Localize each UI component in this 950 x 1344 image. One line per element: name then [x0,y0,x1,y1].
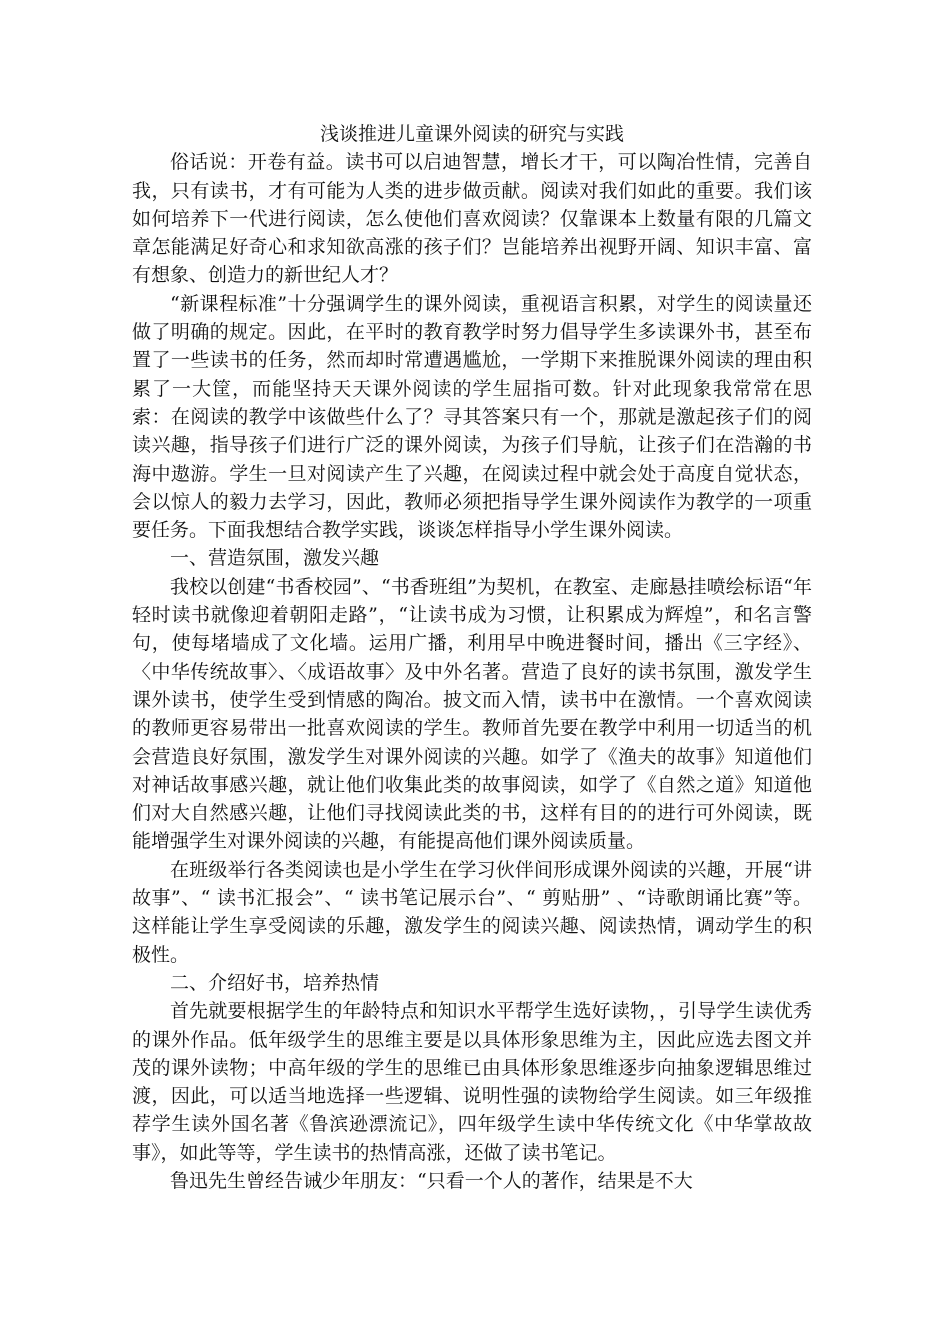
paragraph-luxun-quote: 鲁迅先生曾经告诫少年朋友：“只看一个人的著作，结果是不大 [170,1169,693,1192]
section-heading-1: 一、营造氛围，激发兴趣 [170,547,380,570]
paragraph-book-selection: 首先就要根据学生的年龄特点和知识水平帮学生选好读物，，引导学生读优秀的课外作品。低年级学生的思维主要是以具体形象思维为主，因此应选去图文并茂的课外读物；中高年级的学生的思维已由具体形象思维逐步向抽象逻辑思维过渡，因此，可以适当地选择一些逻辑、说明性强的读物给学生阅读。如三年级推荐学生读外国名著《鲁滨逊漂流记》，四年级学生读中华传统文化《中华掌故故事》，如此等等，学生读书的热情高涨，还做了读书笔记。 [132,1000,812,1164]
paragraph-class-activities: 在班级举行各类阅读也是小学生在学习伙伴间形成课外阅读的兴趣，开展“讲故事”、“ 读书汇报会”、“ 读书笔记展示台”、“ 剪贴册” 、“诗歌朗诵比赛”等。这样能让学生享受阅读的乐趣，激发学生的阅读兴趣、阅读热情，调动学生的积极性。 [132,858,812,966]
paragraph-curriculum: “新课程标准”十分强调学生的课外阅读，重视语言积累，对学生的阅读量还做了明确的规定。因此，在平时的教育教学时努力倡导学生多读课外书，甚至布置了一些读书的任务，然而却时常遭遇尴尬，一学期下来推脱课外阅读的理由积累了一大筐，而能坚持天天课外阅读的学生屈指可数。针对此现象我常常在思索：在阅读的教学中该做些什么了？寻其答案只有一个，那就是激起孩子们的阅读兴趣，指导孩子们进行广泛的课外阅读，为孩子们导航，让孩子们在浩瀚的书海中遨游。学生一旦对阅读产生了兴趣，在阅读过程中就会处于高度自觉状态，会以惊人的毅力去学习，因此，教师必须把指导学生课外阅读作为教学的一项重要任务。下面我想结合教学实践，谈谈怎样指导小学生课外阅读。 [132,292,812,542]
document-page [132,120,812,1195]
section-heading-2: 二、介绍好书，培养热情 [170,971,380,994]
document-title: 浅谈推进儿童课外阅读的研究与实践 [319,123,624,145]
paragraph-intro: 俗话说：开卷有益。读书可以启迪智慧，增长才干，可以陶冶性情，完善自我，只有读书，才有可能为人类的进步做贡献。阅读对我们如此的重要。我们该如何培养下一代进行阅读，怎么使他们喜欢阅读？仅靠课本上数量有限的几篇文章怎能满足好奇心和求知欲高涨的孩子们？岂能培养出视野开阔、知识丰富、富有想象、创造力的新世纪人才？ [132,151,812,287]
paragraph-school-atmosphere: 我校以创建“书香校园”、“书香班组”为契机，在教室、走廊悬挂喷绘标语“年轻时读书就像迎着朝阳走路”，“让读书成为习惯，让积累成为辉煌”，和名言警句，使每堵墙成了文化墙。运用广播，利用早中晚进餐时间，播出《三字经》、〈中华传统故事〉、〈成语故事〉及中外名著。营造了良好的读书氛围，激发学生课外读书，使学生受到情感的陶冶。披文而入情，读书中在激情。一个喜欢阅读的教师更容易带出一批喜欢阅读的学生。教师首先要在教学中利用一切适当的机会营造良好氛围，激发学生对课外阅读的兴趣。如学了《渔夫的故事》知道他们对神话故事感兴趣，就让他们收集此类的故事阅读，如学了《自然之道》知道他们对大自然感兴趣，让他们寻找阅读此类的书，这样有目的的进行可外阅读，既能增强学生对课外阅读的兴趣，有能提高他们课外阅读质量。 [132,575,812,853]
